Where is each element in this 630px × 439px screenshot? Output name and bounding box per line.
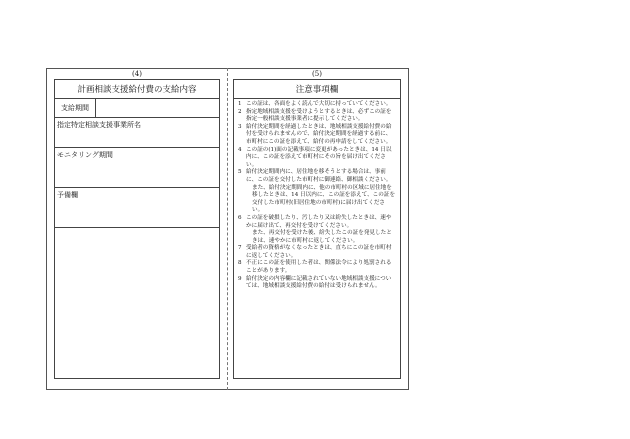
period-row — [55, 99, 219, 118]
left-page-title: 計画相談支援給付費の支給内容 — [55, 80, 219, 99]
note-number: 7 — [238, 245, 242, 252]
payment-content-table — [54, 79, 220, 379]
note-text: この証を破損したり、汚したり又は紛失したときは、速やかに届け出て、再交付を受けてください。 — [246, 214, 392, 229]
monitoring-label: モニタリング期間 — [57, 151, 113, 159]
note-text: また、再交付を受けた後、紛失したこの証を発見したときは、速やかに市町村に返してください。 — [252, 230, 392, 244]
left-page-number: (4) — [132, 70, 142, 78]
note-number: 6 — [238, 214, 242, 221]
note-text: 給付決定の内容欄に記載されていない地域相談支援については、地域相談支援給付費の給付は受けられません。 — [246, 275, 392, 290]
period-value-cell — [96, 99, 219, 117]
note-number: 9 — [238, 275, 242, 282]
right-page-title: 注意事項欄 — [234, 80, 400, 99]
note-number: 4 — [238, 146, 242, 153]
reserve-label: 予備欄 — [57, 191, 78, 199]
note-text: 受給者の資格がなくなったときは、直ちにこの証を市町村に返してください。 — [246, 245, 392, 259]
note-item — [238, 109, 396, 124]
note-number: 3 — [238, 123, 242, 130]
note-item — [238, 215, 396, 230]
note-text: 給付決定期間を経過したときは、地域相談支援給付費の給付を受けられませんので、給付決定期間を経過する前に、市町村にこの証を添えて、給付の再申請をしてください。 — [246, 123, 392, 145]
provider-label: 指定特定相談支援事業所名 — [57, 121, 141, 129]
note-number: 5 — [238, 169, 242, 176]
reserve-field — [55, 188, 219, 228]
right-page-number: (5) — [312, 70, 322, 78]
note-item — [238, 169, 396, 184]
note-item — [238, 124, 396, 147]
notes-table — [233, 79, 401, 379]
note-text: この証の(1)面の記載事項に変更があったときは、14 日以内に、この証を添えて市町村にその旨を届け出てください。 — [246, 146, 392, 168]
monitoring-field — [55, 148, 219, 188]
note-text: 給付決定期間内に、居住地を移そうとする場合は、事前に、この証を交付した市町村に御連絡、御相談ください。 — [246, 169, 392, 183]
provider-field — [55, 118, 219, 148]
note-item — [238, 245, 396, 260]
note-item — [238, 147, 396, 170]
note-item — [238, 260, 396, 275]
period-label: 支給期間 — [55, 99, 96, 117]
note-text: 指定地域相談支援を受けようとするときは、必ずこの証を指定一般相談支援事業者に提示してください。 — [246, 108, 392, 123]
note-text: 不正にこの証を使用した者は、関係法令により処罰されることがあります。 — [246, 260, 392, 275]
note-item — [238, 185, 396, 215]
note-text: この証は、各面をよく読んで大切に持っていてください。 — [246, 101, 392, 107]
note-number: 2 — [238, 108, 242, 115]
note-number: 8 — [238, 260, 242, 267]
note-item — [238, 101, 396, 109]
note-item — [238, 230, 396, 245]
page-fold-line — [227, 68, 228, 390]
note-text: また、給付決定期間内に、他の市町村の区域に居住地を移したときは、14 日以内に、この証を添えて、この証を交付した市町村(旧居住地の市町村)に届け出てください。 — [252, 184, 396, 214]
note-number: 1 — [238, 101, 242, 107]
notes-list — [234, 99, 400, 291]
note-item — [238, 276, 396, 291]
